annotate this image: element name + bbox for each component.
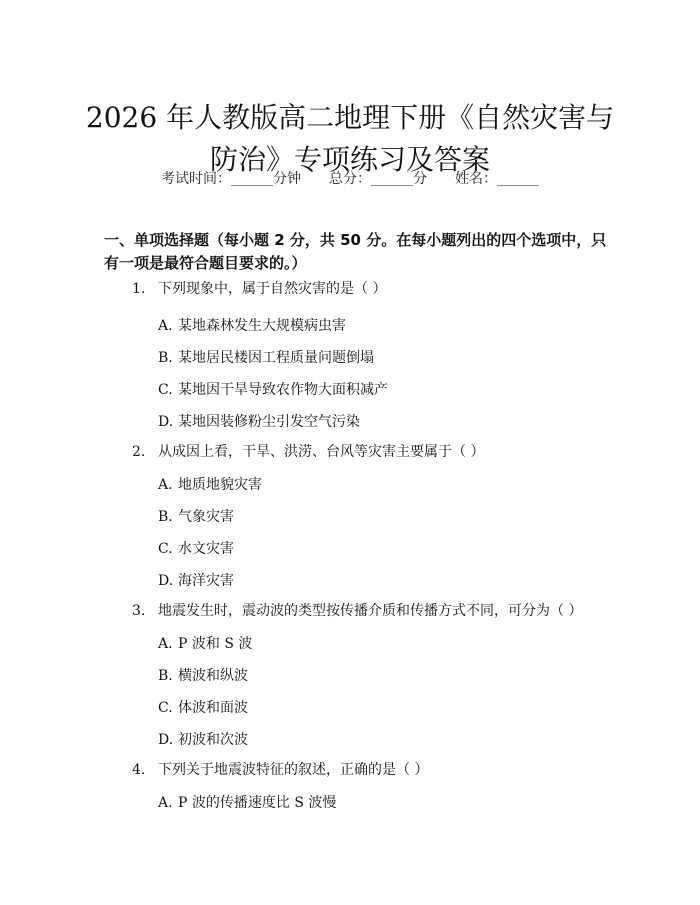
question-number: 2. — [132, 444, 146, 460]
option — [158, 506, 234, 526]
option-text: 体波和面波 — [178, 700, 248, 716]
exam-meta — [0, 168, 700, 188]
option-letter: D. — [158, 573, 174, 589]
option-text: 某地因装修粉尘引发空气污染 — [178, 414, 360, 430]
option-letter: C. — [158, 382, 173, 398]
option — [158, 729, 248, 749]
option-letter: A. — [158, 318, 173, 334]
option-text: 初波和次波 — [178, 732, 248, 748]
option-text: 海洋灾害 — [178, 573, 234, 589]
document-title: 2026 年人教版高二地理下册《自然灾害与防治》专项练习及答案 — [85, 100, 615, 176]
question-4 — [132, 759, 428, 779]
option-letter: C. — [158, 541, 173, 557]
section-heading: 一、单项选择题（每小题 2 分，共 50 分。在每小题列出的四个选项中，只有一项是最符合题目要求的。） — [104, 231, 607, 272]
question-number: 1. — [132, 281, 146, 297]
option-text: P 波的传播速度比 S 波慢 — [178, 795, 337, 811]
question-stem: 地震发生时，震动波的类型按传播介质和传播方式不同，可分为（ ） — [158, 603, 583, 619]
option-text: P 波和 S 波 — [178, 636, 253, 652]
option — [158, 697, 248, 717]
option — [158, 474, 262, 494]
option — [158, 538, 234, 558]
question-stem: 下列关于地震波特征的叙述，正确的是（ ） — [158, 762, 429, 778]
option-text: 水文灾害 — [178, 541, 234, 557]
option — [158, 570, 234, 590]
option — [158, 633, 252, 653]
option-letter: B. — [158, 668, 173, 684]
option-text: 横波和纵波 — [178, 668, 248, 684]
option-letter: A. — [158, 795, 173, 811]
option-text: 某地居民楼因工程质量问题倒塌 — [178, 350, 374, 366]
option — [158, 792, 336, 812]
question-stem: 下列现象中，属于自然灾害的是（ ） — [158, 281, 387, 297]
option-text: 某地因干旱导致农作物大面积减产 — [178, 382, 388, 398]
option-text: 地质地貌灾害 — [178, 477, 262, 493]
option — [158, 315, 346, 335]
question-1 — [132, 278, 386, 298]
exam-time: 考试时间：______分钟 — [161, 171, 301, 187]
question-number: 4. — [132, 762, 146, 778]
option-letter: C. — [158, 700, 173, 716]
exam-name: 姓名：______ — [455, 171, 539, 187]
option — [158, 379, 388, 399]
option-text: 气象灾害 — [178, 509, 234, 525]
option — [158, 411, 360, 431]
option — [158, 665, 248, 685]
question-3 — [132, 600, 582, 620]
question-stem: 从成因上看，干旱、洪涝、台风等灾害主要属于（ ） — [158, 444, 485, 460]
option-letter: A. — [158, 636, 173, 652]
exam-score: 总分：______分 — [329, 171, 427, 187]
option-text: 某地森林发生大规模病虫害 — [178, 318, 346, 334]
option-letter: B. — [158, 350, 173, 366]
option-letter: A. — [158, 477, 173, 493]
option-letter: B. — [158, 509, 173, 525]
option — [158, 347, 374, 367]
question-number: 3. — [132, 603, 146, 619]
option-letter: D. — [158, 732, 174, 748]
option-letter: D. — [158, 414, 174, 430]
question-2 — [132, 441, 484, 461]
